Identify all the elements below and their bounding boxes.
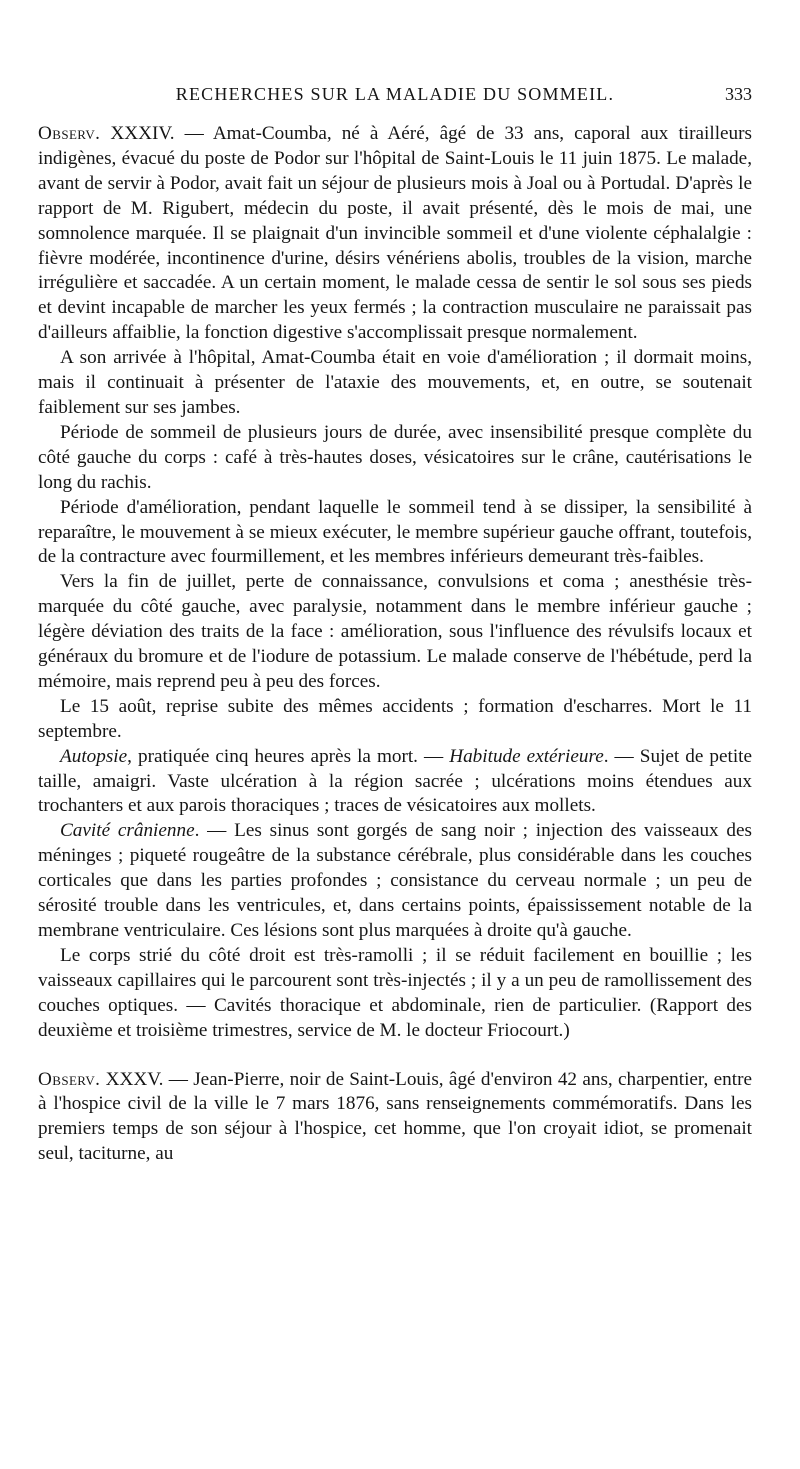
observation-34-paragraph-4: Période d'amélioration, pendant laquelle le sommeil tend à se dissiper, la sensibilité à reparaître, le mouvement à se mieux exécuter, le membre supérieur gauche offrant, toutefois, de la contracture avec fourmillement, et les membres inférieurs demeurant très-faibles. xyxy=(38,496,752,568)
observation-34-cranial-paragraph xyxy=(38,819,752,944)
observation-number: XXXIV. — xyxy=(100,123,213,144)
observation-34-autopsy-paragraph xyxy=(38,745,752,820)
external-habit-heading: Habitude extérieure xyxy=(449,745,604,767)
observation-label: Observ. xyxy=(38,123,101,144)
observation-34-paragraph-6: Le 15 août, reprise subite des mêmes accidents ; formation d'escharres. Mort le 11 septembre. xyxy=(38,695,752,742)
paragraph-text: Amat-Coumba, né à Aéré, âgé de 33 ans, caporal aux tirailleurs indigènes, évacué du poste de Podor sur l'hôpital de Saint-Louis le 11 juin 1875. Le malade, avant de servir à Podor, avait fait un séjour de plusieurs mois à Joal ou à Portudal. D'après le rapport de M. Rigubert, médecin du poste, il avait présenté, dès le mois de mai, une somnolence marquée. Il se plaignait d'un invincible sommeil et d'une violente céphalalgie : fièvre modérée, incontinence d'urine, désirs vénériens abolis, troubles de la vision, marche irrégulière et saccadée. A un certain moment, le malade cessa de sentir le sol sous ses pieds et devint incapable de marcher les yeux fermés ; la contraction musculaire ne paraissait pas d'ailleurs affaiblie, la fonction digestive s'accomplissait presque normalement. xyxy=(38,123,752,344)
running-header xyxy=(38,84,752,108)
observation-34-paragraph-1 xyxy=(38,122,752,346)
observation-35-paragraph-1 xyxy=(38,1068,752,1168)
observation-34-paragraph-5: Vers la fin de juillet, perte de connaissance, convulsions et coma ; anesthésie très-marquée du côté gauche, avec paralysie, notamment dans le membre inférieur gauche ; légère déviation des traits de la face : amélioration, sous l'influence des révulsifs locaux et généraux du bromure et de l'iodure de potassium. Le malade conserve de l'hébétude, perd la mémoire, mais reprend peu à peu des forces. xyxy=(38,571,752,692)
observation-34-paragraph-2: A son arrivée à l'hôpital, Amat-Coumba était en voie d'amélioration ; il dormait moins, mais il continuait à présenter de l'ataxie des mouvements, et, en outre, se soutenait faiblement sur ses jambes. xyxy=(38,347,752,418)
paragraph-text: , pratiquée cinq heures après la mort. — xyxy=(127,745,450,767)
article-body xyxy=(38,122,752,1167)
autopsy-heading: Autopsie xyxy=(60,745,128,767)
paragraph-text: Jean-Pierre, noir de Saint-Louis, âgé d'environ 42 ans, charpentier, entre à l'hospice civil de la ville le 7 mars 1876, sans renseignements commémoratifs. Dans les premiers temps de son séjour à l'hospice, cet homme, que l'on croyait idiot, se promenait seul, taciturne, au xyxy=(38,1068,753,1165)
running-title: RECHERCHES SUR LA MALADIE DU SOMMEIL. xyxy=(175,84,615,104)
paragraph-text: . — Les sinus sont gorgés de sang noir ; injection des vaisseaux des méninges ; piqueté rougeâtre de la substance cérébrale, plus considérable dans les couches corticales que dans les parties profondes ; consistance du cerveau normale ; un peu de sérosité trouble dans les ventricules, et, dans certains points, épaississement notable de la membrane ventriculaire. Ces lésions sont plus marquées à droite qu'à gauche. xyxy=(38,820,753,941)
paragraph-text: . — Sujet de petite taille, amaigri. Vaste ulcération à la région sacrée ; ulcérations moins étendues aux trochanters et aux parois thoraciques ; traces de vésicatoires aux mollets. xyxy=(38,745,753,817)
observation-34-paragraph-3: Période de sommeil de plusieurs jours de durée, avec insensibilité presque complète du côté gauche du corps : café à très-hautes doses, vésicatoires sur le crâne, cautérisations le long du rachis. xyxy=(38,421,752,493)
observation-label: Observ. xyxy=(38,1068,101,1090)
observation-34-paragraph-9: Le corps strié du côté droit est très-ramolli ; il se réduit facilement en bouillie ; les vaisseaux capillaires qui le parcourent sont très-injectés ; il y a un peu de ramollissement des couches optiques. — Cavités thoracique et abdominale, rien de particulier. (Rapport des deuxième et troisième trimestres, service de M. le docteur Friocourt.) xyxy=(38,944,752,1041)
observation-number: XXXV. — xyxy=(100,1068,194,1090)
page-number: 333 xyxy=(725,84,752,104)
cranial-cavity-heading: Cavité crânienne xyxy=(60,820,195,842)
